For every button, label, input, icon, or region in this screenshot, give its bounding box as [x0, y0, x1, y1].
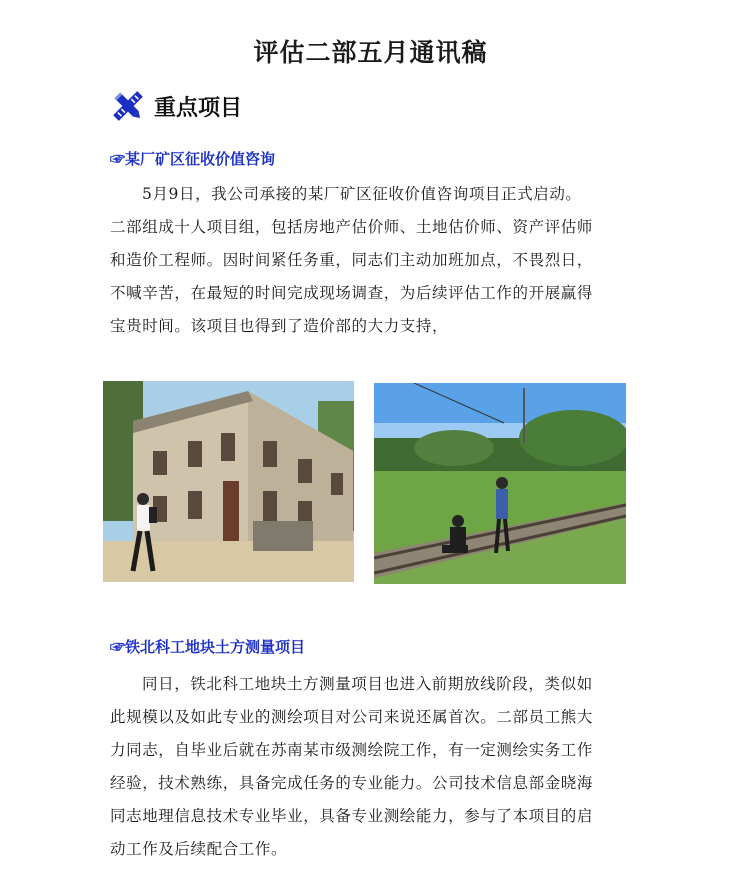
paragraph-line: 不喊辛苦，在最短的时间完成现场调查，为后续评估工作的开展赢得: [110, 284, 594, 302]
section-heading-label: 重点项目: [154, 95, 243, 121]
paragraph-line: 二部组成十人项目组，包括房地产估价师、土地估价师、资产评估师: [110, 218, 594, 236]
paragraph-line: 力同志，自毕业后就在苏南某市级测绘院工作，有一定测绘实务工作: [110, 741, 594, 759]
paragraph-line: 动工作及后续配合工作。: [110, 840, 288, 858]
paragraph-line: 5月9日，我公司承接的某厂矿区征收价值咨询项目正式启动。: [142, 185, 582, 203]
project1-subtitle: ☞某厂矿区征收价值咨询: [110, 150, 276, 168]
crossed-ruler-pencil-icon: [110, 88, 146, 124]
project2-paragraph: [110, 668, 634, 866]
paragraph-line: 宝贵时间。该项目也得到了造价部的大力支持，: [110, 317, 449, 335]
paragraph-line: 和造价工程师。因时间紧任务重，同志们主动加班加点，不畏烈日，: [110, 251, 594, 269]
paragraph-line: 同志地理信息技术专业毕业，具备专业测绘能力，参与了本项目的启: [110, 807, 594, 825]
paragraph-line: 同日，铁北科工地块土方测量项目也进入前期放线阶段，类似如: [142, 675, 593, 693]
page-title: 评估二部五月通讯稿: [253, 38, 488, 67]
project2-subtitle: ☞铁北科工地块土方测量项目: [110, 638, 306, 656]
paragraph-line: 经验，技术熟练，具备完成任务的专业能力。公司技术信息部金晓海: [110, 774, 594, 792]
field-survey-photo: [374, 383, 626, 584]
section-heading: [110, 86, 242, 126]
building-survey-photo: [103, 381, 354, 582]
paragraph-line: 此规模以及如此专业的测绘项目对公司来说还属首次。二部员工熊大: [110, 708, 594, 726]
project1-paragraph: [110, 178, 634, 343]
